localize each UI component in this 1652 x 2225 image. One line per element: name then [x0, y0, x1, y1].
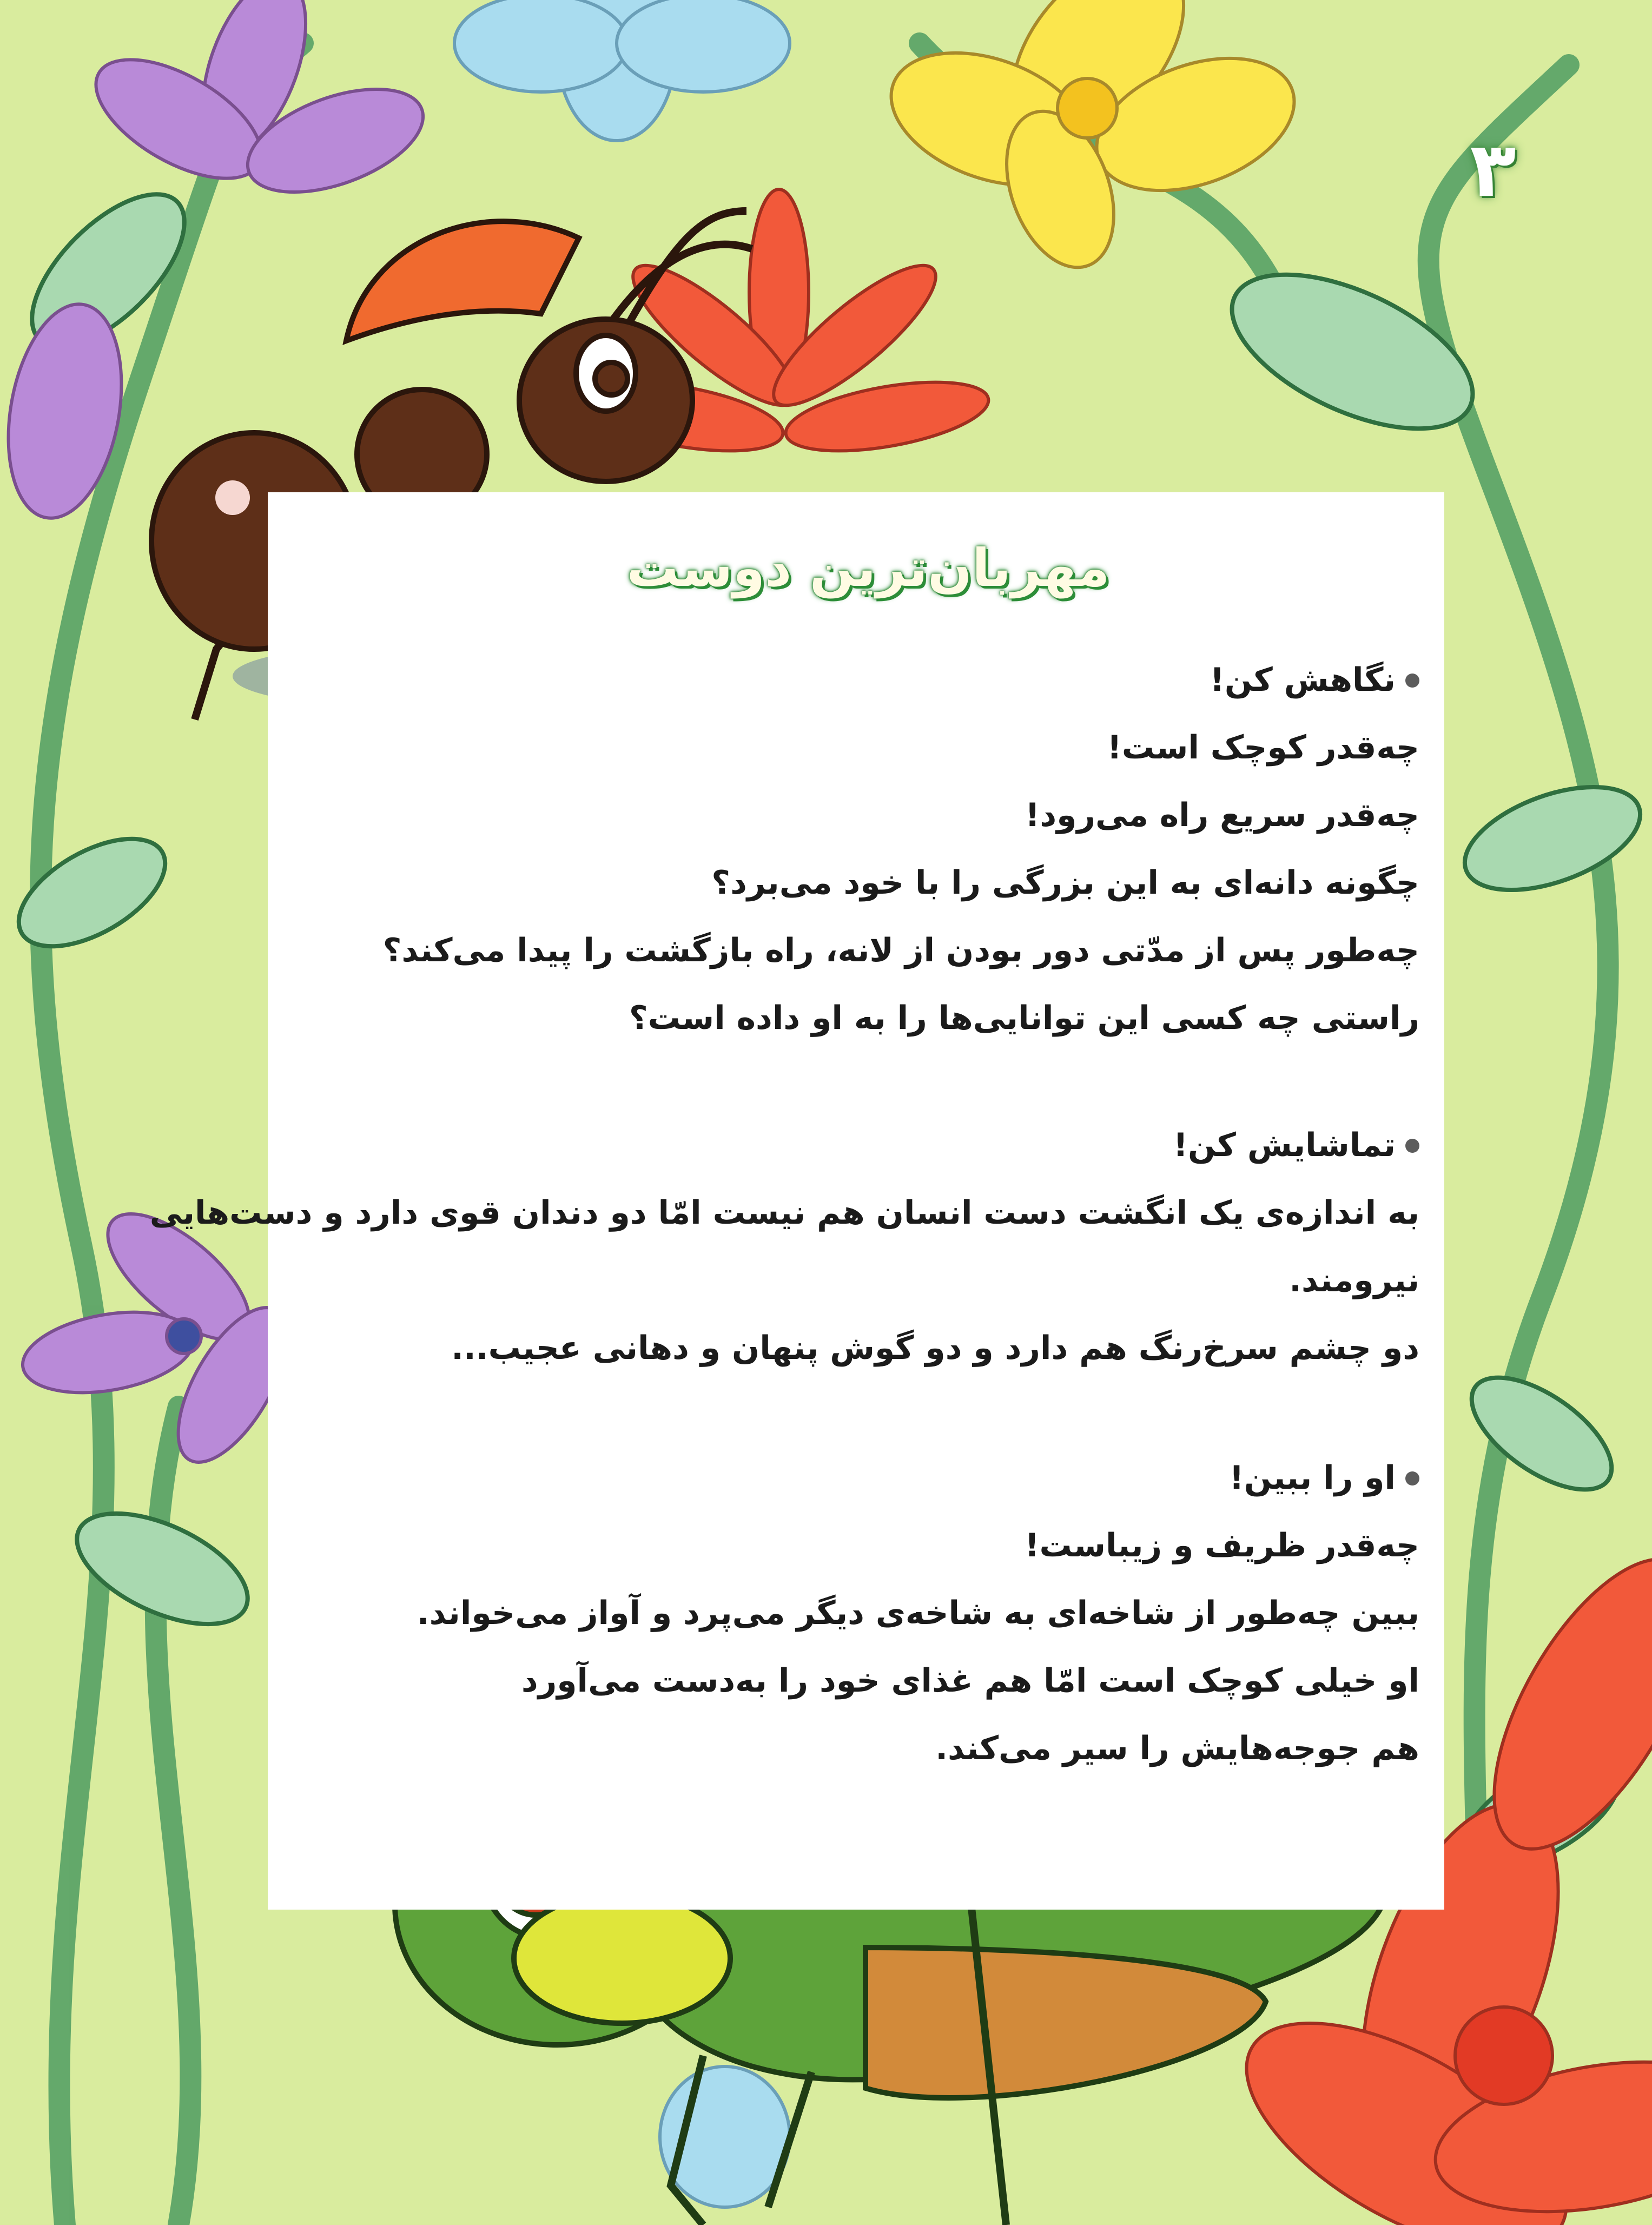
text-line: راستی چه کسی این توانایی‌ها را به او داده است؟	[629, 999, 1419, 1037]
text-line: چه‌قدر سریع راه می‌رود!	[1025, 796, 1419, 834]
section-heading-text: تماشایش کن!	[1173, 1126, 1396, 1164]
section-heading	[202, 1444, 1419, 1512]
page-number: ۳	[1470, 126, 1516, 214]
text-line: به اندازه‌ی یک انگشت دست انسان هم نیست امّا دو دندان قوی دارد و دست‌هایی	[149, 1194, 1419, 1232]
bullet-icon	[1405, 674, 1419, 688]
section-ant	[202, 646, 1419, 1052]
section-heading	[202, 646, 1419, 714]
page-title: مهربان‌ترین دوست	[626, 538, 1110, 598]
text-line: دو چشم سرخ‌رنگ هم دارد و دو گوش پنهان و دهانی عجیب...	[451, 1329, 1419, 1367]
text-line: هم جوجه‌هایش را سیر می‌کند.	[935, 1729, 1419, 1767]
section-heading-text: نگاهش کن!	[1210, 661, 1396, 699]
text-line: چه‌قدر کوچک است!	[1107, 729, 1419, 767]
bullet-icon	[1405, 1471, 1419, 1485]
bullet-icon	[1405, 1139, 1419, 1153]
section-heading	[202, 1112, 1419, 1179]
text-line: او خیلی کوچک است امّا هم غذای خود را به‌دست می‌آورد	[521, 1662, 1419, 1700]
section-heading-text: او را ببین!	[1229, 1459, 1396, 1497]
section-grasshopper	[149, 1112, 1419, 1382]
text-line: نیرومند.	[1289, 1262, 1419, 1299]
section-bird	[202, 1444, 1419, 1782]
text-line: چه‌قدر ظریف و زیباست!	[1025, 1527, 1419, 1564]
text-line: چه‌طور پس از مدّتی دور بودن از لانه، راه بازگشت را پیدا می‌کند؟	[382, 932, 1419, 969]
text-line: ببین چه‌طور از شاخه‌ای به شاخه‌ی دیگر می‌پرد و آواز می‌خواند.	[417, 1594, 1419, 1632]
text-line: چگونه دانه‌ای به این بزرگی را با خود می‌برد؟	[711, 864, 1419, 902]
